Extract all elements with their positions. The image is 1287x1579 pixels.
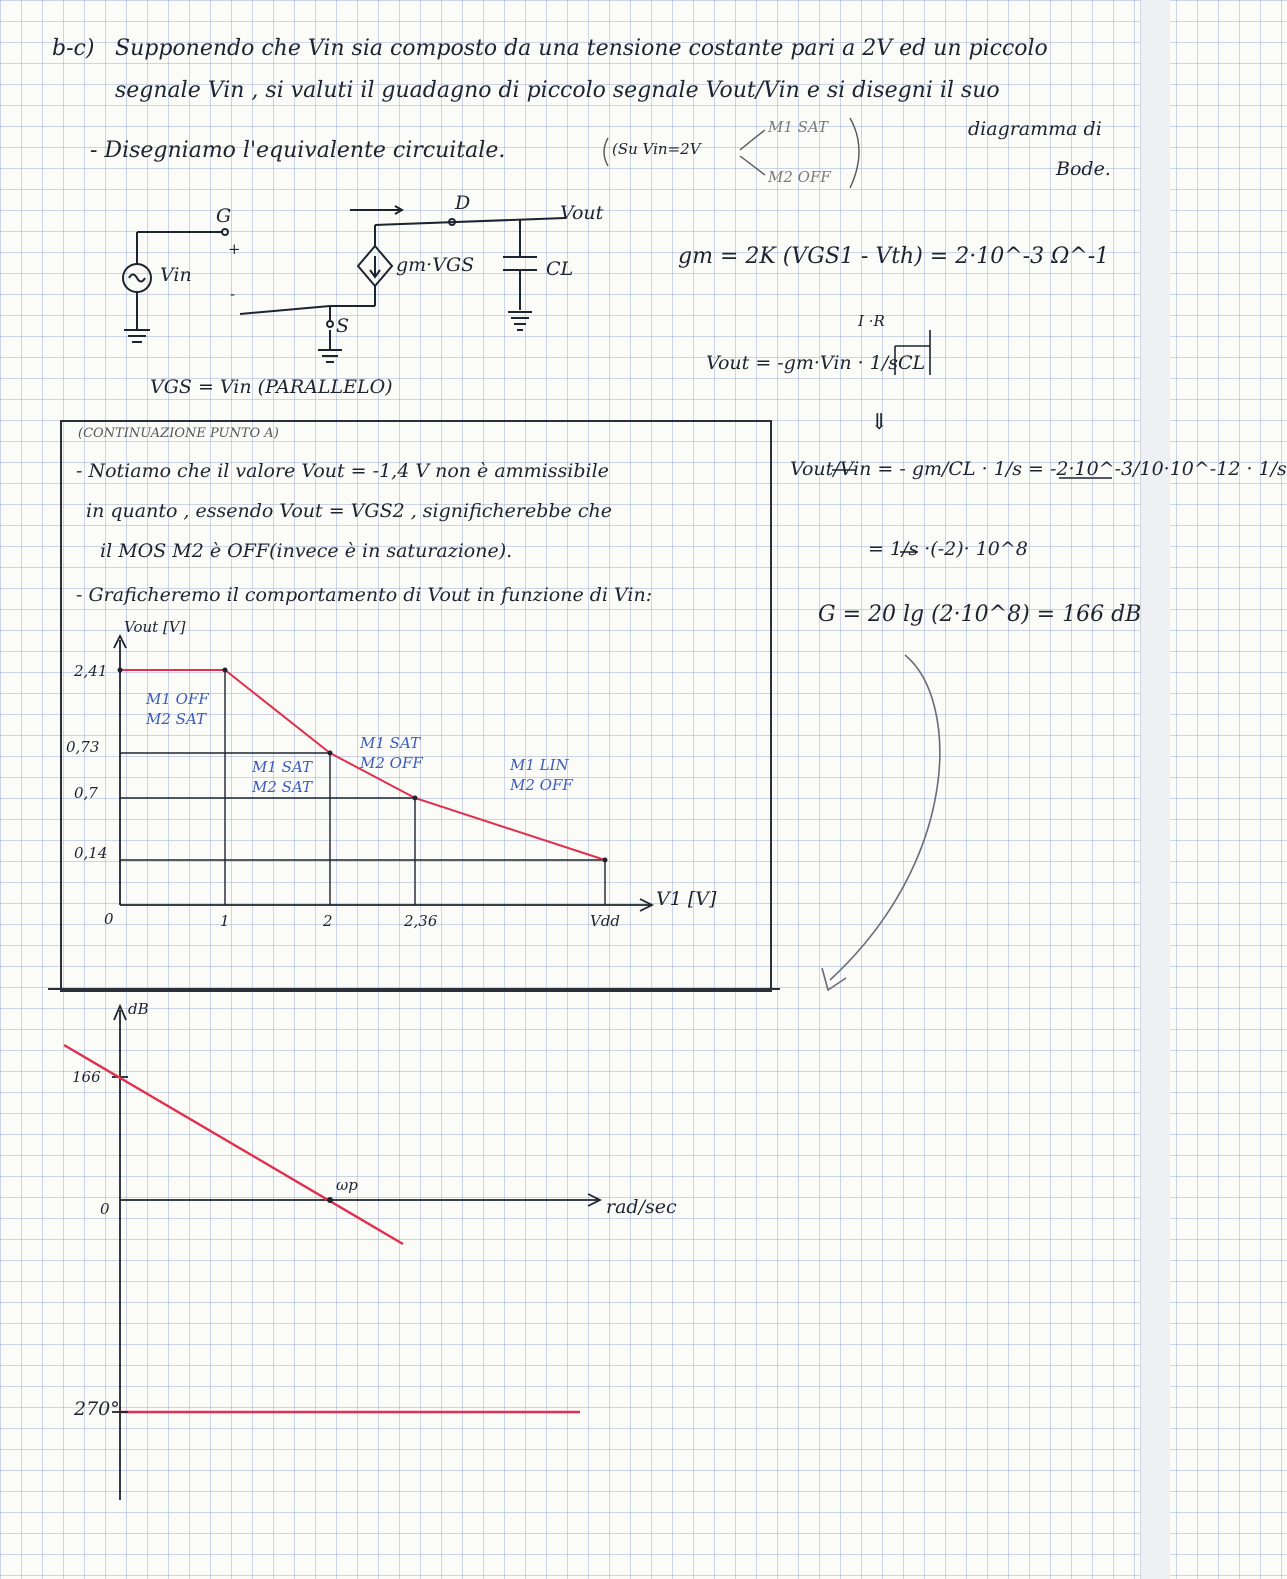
continuation-p3: il MOS M2 è OFF(invece è in saturazione).: [100, 540, 513, 562]
chart1-xlabel: V1 [V]: [656, 888, 717, 910]
down-arrow: ⇓: [870, 410, 889, 435]
label-dependent-source: gm·VGS: [396, 254, 475, 276]
region1-line2: M2 SAT: [146, 710, 206, 728]
chart2-ytick-166: 166: [72, 1068, 101, 1086]
curved-arrow: [830, 655, 940, 980]
omega-p-label: ωp: [336, 1176, 358, 1194]
ir-label: I ·R: [858, 312, 885, 330]
chart3-ytick-270: 270°: [74, 1398, 120, 1420]
header-line-3-right: diagramma di: [968, 118, 1102, 140]
label-vout: Vout: [560, 202, 604, 224]
bracket-m1: M1 SAT: [768, 118, 828, 136]
chart1-xtick-3: 2,36: [404, 912, 438, 930]
chart1-xtick-2: 2: [323, 912, 333, 930]
region3-line2: M2 OFF: [360, 754, 423, 772]
chart1-xtick-4: Vdd: [590, 912, 621, 930]
label-cl: CL: [546, 258, 574, 280]
continuation-p1: - Notiamo che il valore Vout = -1,4 V non è ammissibile: [76, 460, 609, 482]
region3-line1: M1 SAT: [360, 734, 420, 752]
region4-line2: M2 OFF: [510, 776, 573, 794]
chart1-ytick-4: 2,41: [74, 662, 108, 680]
header-line-2: segnale Vin , si valuti il guadagno di piccolo segnale Vout/Vin e si disegni il suo: [115, 78, 1000, 103]
chart1-ytick-1: 0,14: [74, 844, 108, 862]
region4-line1: M1 LIN: [510, 756, 569, 774]
header-line-1: Supponendo che Vin sia composto da una tensione costante pari a 2V ed un piccolo: [115, 36, 1048, 61]
gm-equation: gm = 2K (VGS1 - Vth) = 2·10^-3 Ω^-1: [678, 244, 1110, 269]
bode-magnitude-line: [64, 1045, 403, 1244]
chart1-ylabel: Vout [V]: [124, 618, 186, 636]
label-s: S: [336, 315, 350, 337]
chart2-ytick-0: 0: [100, 1200, 110, 1218]
vgs-equation: VGS = Vin (PARALLELO): [150, 376, 393, 398]
region1-line1: M1 OFF: [146, 690, 209, 708]
region2-line1: M1 SAT: [252, 758, 312, 776]
continuation-heading: (CONTINUAZIONE PUNTO A): [78, 426, 279, 441]
continuation-p2: in quanto , essendo Vout = VGS2 , significherebbe che: [86, 500, 612, 522]
omega-p-point: [327, 1197, 333, 1203]
chart1-ytick-2: 0,7: [74, 784, 98, 802]
bracket-m2: M2 OFF: [768, 168, 831, 186]
label-vin: Vin: [160, 264, 192, 286]
ratio-equation: Vout/Vin = - gm/CL · 1/s = -2·10^-3/10·10^-12 · 1/s: [790, 458, 1287, 480]
item-label: b-c): [52, 36, 95, 61]
chart2-xlabel: rad/sec: [606, 1196, 677, 1218]
label-plus: +: [228, 240, 241, 258]
label-g: G: [216, 205, 232, 227]
chart2-axes: [112, 1006, 600, 1500]
bracket-arrows: [604, 118, 859, 188]
header-line-3: - Disegniamo l'equivalente circuitale.: [90, 138, 506, 163]
header-line-4-right: Bode.: [1056, 158, 1111, 180]
curved-arrow-head: [822, 968, 846, 990]
region2-line2: M2 SAT: [252, 778, 312, 796]
chart2-ylabel: dB: [128, 1000, 149, 1018]
gain-equation: G = 20 lg (2·10^8) = 166 dB: [818, 602, 1142, 627]
chart1-xtick-1: 1: [220, 912, 230, 930]
bracket-note: (Su Vin=2V: [612, 140, 701, 158]
continuation-p4: - Graficheremo il comportamento di Vout in funzione di Vin:: [76, 584, 653, 606]
vout-equation: Vout = -gm·Vin · 1/sCL: [706, 352, 926, 374]
ratio-equation-2: = 1/s ·(-2)· 10^8: [868, 538, 1028, 560]
chart1-xtick-0: 0: [104, 910, 114, 928]
chart1-ytick-3: 0,73: [66, 738, 100, 756]
label-d: D: [455, 192, 471, 214]
continuation-divider: [48, 988, 780, 990]
label-minus: -: [230, 285, 236, 303]
